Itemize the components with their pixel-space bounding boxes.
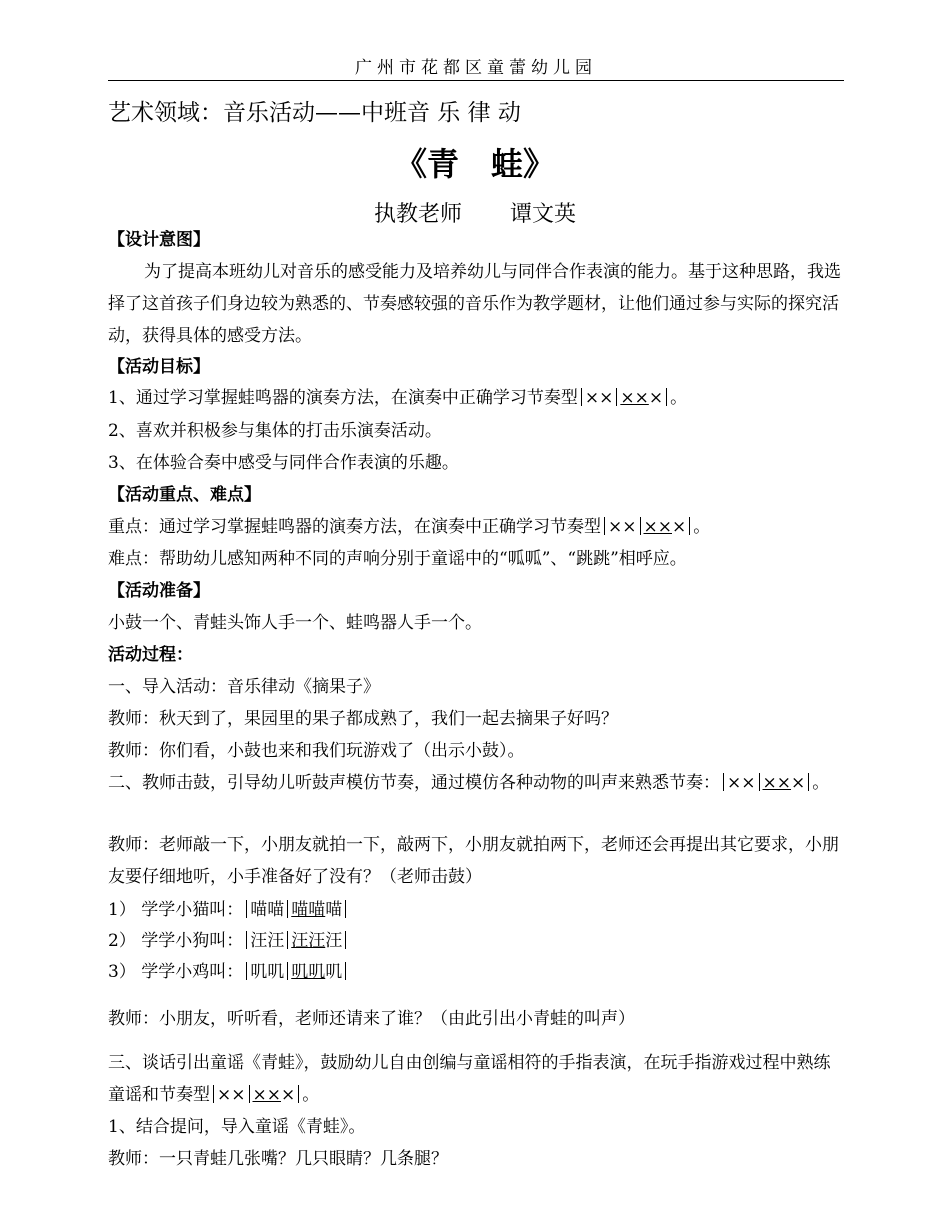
domain-line: 艺术领域：音乐活动——中班音 乐 律 动 (108, 100, 521, 126)
design-heading: 【设计意图】 (108, 230, 210, 250)
goal-2: 2、喜欢并积极参与集体的打击乐演奏活动。 (108, 421, 442, 441)
key-point: 重点：通过学习掌握蛙鸣器的演奏方法，在演奏中正确学习节奏型 ×× ××× 。 (108, 517, 711, 537)
teacher-line-5: 教师：一只青蛙几张嘴？几只眼睛？几条腿？ (108, 1149, 448, 1169)
key-heading: 【活动重点、难点】 (108, 485, 261, 505)
page-header-school: 广州市花都区童蕾幼儿园 (355, 58, 597, 78)
step-3: 三、谈话引出童谣《青蛙》，鼓励幼儿自由创编与童谣相符的手指表演，在玩手指游戏过程中熟练童谣和节奏型 ×× ××× 。 (108, 1053, 831, 1105)
document-title: 《青 蛙》 (394, 145, 555, 183)
process-heading: 活动过程： (108, 645, 193, 665)
prep-text: 小鼓一个、青蛙头饰人手一个、蛙鸣器人手一个。 (108, 613, 482, 633)
teacher-label: 执教老师 (373, 202, 462, 227)
chick-line: 3） 学学小鸡叫： 叽叽 叽叽叽 (108, 960, 349, 984)
dog-line: 2） 学学小狗叫： 汪汪 汪汪汪 (108, 929, 349, 953)
step-1: 一、导入活动：音乐律动《摘果子》 (108, 677, 380, 697)
cat-line: 1） 学学小猫叫： 喵喵 喵喵喵 (108, 898, 349, 922)
difficulty: 难点：帮助幼儿感知两种不同的声响分别于童谣中的“呱呱”、“跳跳”相呼应。 (108, 549, 687, 569)
goal-3: 3、在体验合奏中感受与同伴合作表演的乐趣。 (108, 453, 459, 473)
goal-1: 1、通过学习掌握蛙鸣器的演奏方法，在演奏中正确学习节奏型 ×× ××× 。 (108, 388, 688, 408)
teacher-line-1: 教师：秋天到了，果园里的果子都成熟了，我们一起去摘果子好吗？ (108, 709, 618, 729)
design-text: 为了提高本班幼儿对音乐的感受能力及培养幼儿与同伴合作表演的能力。基于这种思路，我选择了这首孩子们身边较为熟悉的、节奏感较强的音乐作为教学题材，让他们通过参与实际的探究活动，获得具体的感受方法。 (108, 262, 841, 346)
teacher-name: 谭文英 (510, 202, 577, 227)
teacher-line-3: 教师：老师敲一下，小朋友就拍一下，敲两下，小朋友就拍两下，老师还会再提出其它要求，小朋友要仔细地听，小手准备好了没有？（老师击鼓） (108, 835, 839, 887)
step-2: 二、教师击鼓，引导幼儿听鼓声模仿节奏，通过模仿各种动物的叫声来熟悉节奏： ×× ××× 。 (108, 773, 830, 793)
header-rule (108, 80, 844, 81)
teacher-line (0, 200, 950, 230)
sub-step-1: 1、结合提问，导入童谣《青蛙》。 (108, 1117, 366, 1137)
teacher-line-4: 教师：小朋友，听听看，老师还请来了谁？（由此引出小青蛙的叫声） (108, 1009, 635, 1029)
teacher-line-2: 教师：你们看，小鼓也来和我们玩游戏了（出示小鼓）。 (108, 741, 525, 761)
prep-heading: 【活动准备】 (108, 581, 210, 601)
goals-heading: 【活动目标】 (108, 357, 210, 377)
